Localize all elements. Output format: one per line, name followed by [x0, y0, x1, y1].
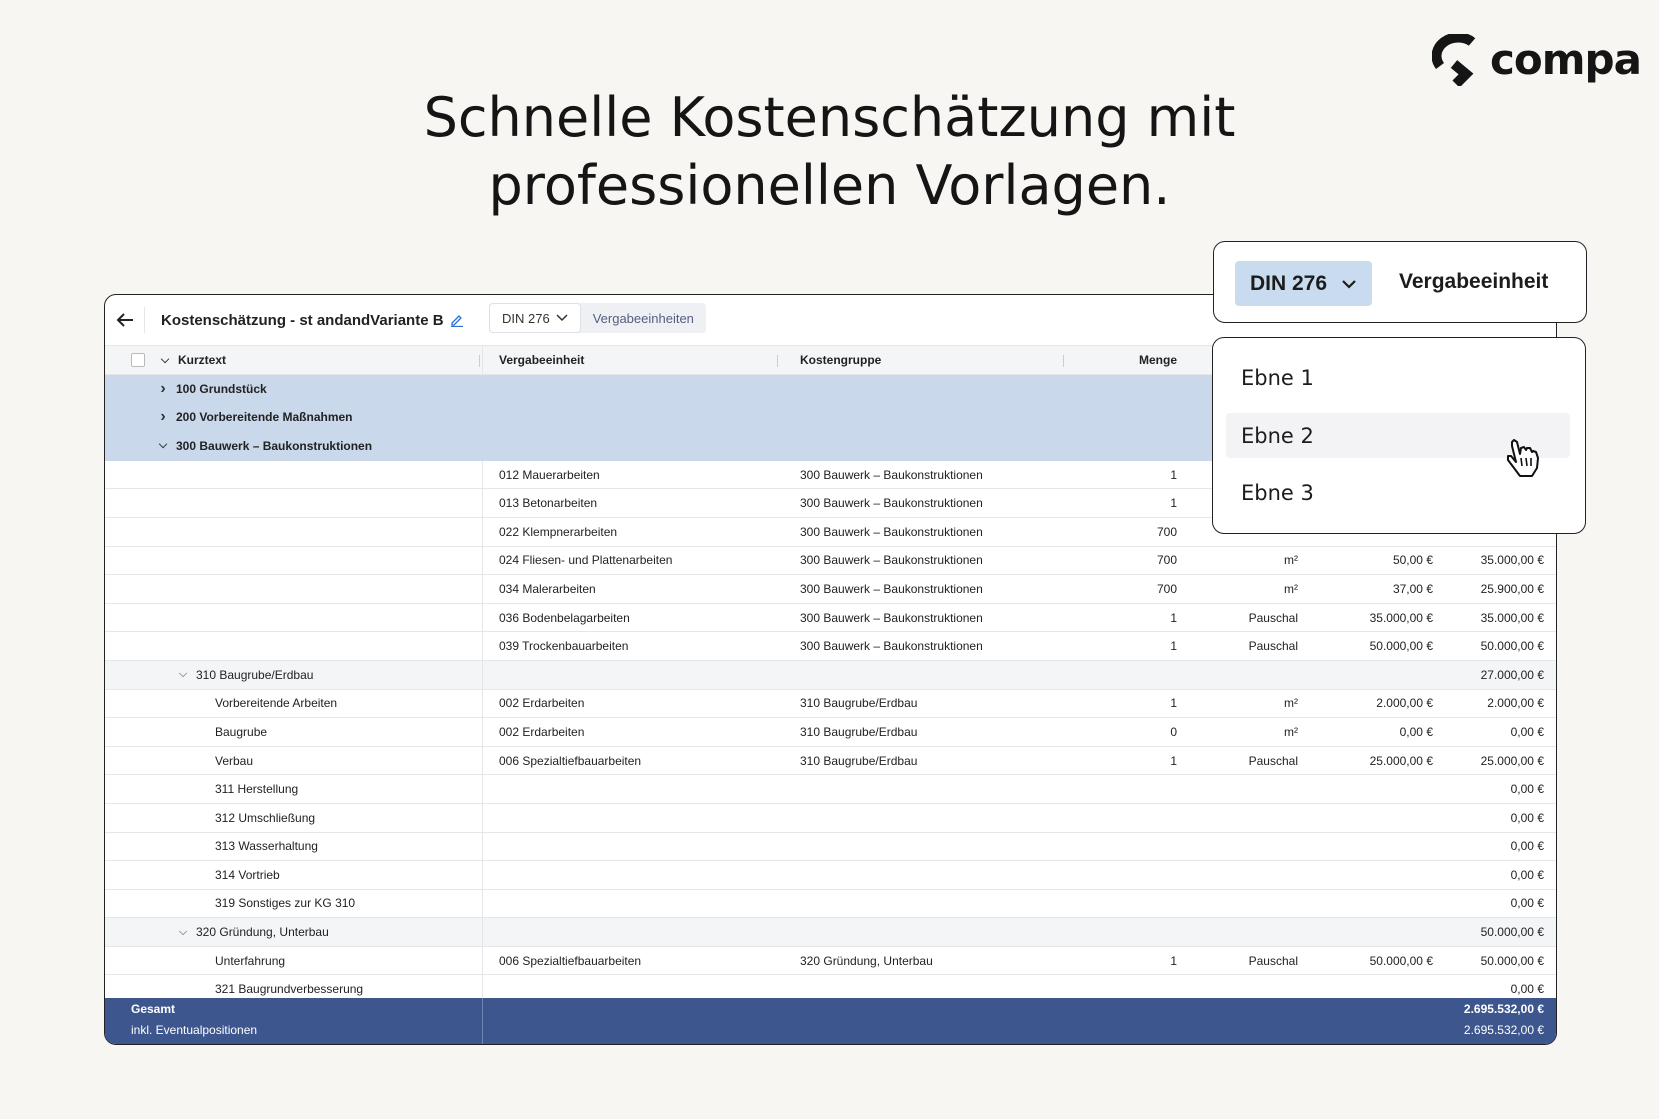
- subgroup-label: 320 Gründung, Unterbau: [196, 925, 329, 940]
- cell-einheit: [1189, 861, 1302, 889]
- cell-vergabeeinheit: [483, 861, 780, 889]
- cell-gesamtpreis: 25.000,00 €: [1480, 753, 1544, 768]
- cell-kostengruppe: [780, 861, 1066, 889]
- total-value: 2.695.532,00 €: [1463, 1001, 1544, 1016]
- cell-gesamtpreis: 25.900,00 €: [1480, 581, 1544, 596]
- hand-cursor-icon: [1504, 436, 1542, 478]
- cell-vergabeeinheit: [483, 833, 780, 861]
- cell-einheit: m²: [1284, 581, 1298, 596]
- cell-menge: 1: [1170, 467, 1177, 482]
- cell-kurztext: [105, 547, 483, 575]
- header-kostengruppe[interactable]: [780, 346, 1066, 374]
- cell-kostengruppe: 300 Bauwerk – Baukonstruktionen: [800, 524, 983, 539]
- menu-item-ebne-3[interactable]: Ebne 3: [1241, 480, 1314, 505]
- cell-gesamtpreis: 35.000,00 €: [1480, 553, 1544, 568]
- cell-menge: 1: [1170, 753, 1177, 768]
- chevron-right-icon[interactable]: ›: [160, 379, 166, 397]
- cell-gesamtpreis: 0,00 €: [1510, 724, 1544, 739]
- cell-gesamtpreis: 0,00 €: [1510, 810, 1544, 825]
- cell-einheit: [1189, 890, 1302, 918]
- headline-line-1: Schnelle Kostenschätzung mit: [423, 86, 1236, 149]
- cell-kostengruppe: [780, 890, 1066, 918]
- contingency-value: 2.695.532,00 €: [1463, 1022, 1544, 1037]
- cell-einheit: m²: [1284, 724, 1298, 739]
- cell-einheit: Pauschal: [1248, 639, 1298, 654]
- vergabeeinheit-option[interactable]: Vergabeeinheit: [1399, 270, 1549, 293]
- header-kurztext-label: Kurztext: [178, 353, 227, 367]
- cell-menge: 1: [1170, 696, 1177, 711]
- contingency-label: inkl. Eventualpositionen: [131, 1022, 258, 1037]
- cell-gesamtpreis: 50.000,00 €: [1480, 953, 1544, 968]
- cell-kurztext: 319 Sonstiges zur KG 310: [105, 890, 483, 918]
- cell-einheit: [1189, 804, 1302, 832]
- cell-vergabeeinheit: 006 Spezialtiefbauarbeiten: [499, 753, 642, 768]
- cell-kurztext: 313 Wasserhaltung: [105, 833, 483, 861]
- cell-gesamtpreis: 0,00 €: [1510, 867, 1544, 882]
- cell-vergabeeinheit: 024 Fliesen- und Plattenarbeiten: [499, 553, 673, 568]
- chevron-down-icon[interactable]: ⌵: [160, 353, 170, 366]
- cell-kostengruppe: 300 Bauwerk – Baukonstruktionen: [800, 467, 983, 482]
- cell-kurztext: [105, 489, 483, 517]
- header-kostengruppe-label: Kostengruppe: [800, 353, 882, 367]
- document-title: Kostenschätzung - st andandVariante B: [161, 311, 444, 329]
- cell-gesamtpreis: 35.000,00 €: [1480, 610, 1544, 625]
- din-276-label: DIN 276: [1249, 271, 1328, 295]
- cell-kurztext: Baugrube: [105, 718, 483, 746]
- cell-menge: 700: [1156, 553, 1177, 568]
- cell-vergabeeinheit: [483, 775, 780, 803]
- cell-menge: 1: [1170, 610, 1177, 625]
- cell-einheitspreis: 2.000,00 €: [1376, 696, 1433, 711]
- cell-gesamtpreis: 0,00 €: [1510, 839, 1544, 854]
- table-row[interactable]: [105, 775, 1557, 804]
- cell-kostengruppe: 320 Gründung, Unterbau: [800, 953, 933, 968]
- group-cell: [105, 404, 483, 432]
- table-row[interactable]: [105, 632, 1557, 661]
- edit-pencil-icon[interactable]: [450, 313, 464, 327]
- din-276-dropdown-button[interactable]: [1235, 261, 1372, 306]
- cell-kostengruppe: 300 Bauwerk – Baukonstruktionen: [800, 639, 983, 654]
- cell-kurztext: [105, 518, 483, 546]
- cell-gesamtpreis: 2.000,00 €: [1487, 696, 1544, 711]
- group-label: 200 Vorbereitende Maßnahmen: [176, 410, 353, 425]
- header-menge-label: Menge: [1138, 353, 1177, 367]
- table-row[interactable]: [105, 604, 1557, 633]
- table-row[interactable]: [105, 804, 1557, 833]
- compa-logo-mark-icon: [1432, 34, 1482, 86]
- cell-vergabeeinheit: 013 Betonarbeiten: [499, 496, 598, 511]
- cell-gesamtpreis: 50.000,00 €: [1480, 639, 1544, 654]
- header-kurztext[interactable]: [105, 346, 483, 374]
- arrow-left-icon: [116, 312, 134, 328]
- table-row[interactable]: [105, 690, 1557, 719]
- chevron-down-icon[interactable]: ⌵: [178, 925, 188, 938]
- cell-kostengruppe: 310 Baugrube/Erdbau: [800, 724, 918, 739]
- cell-menge: 1: [1170, 496, 1177, 511]
- cell-kostengruppe: 300 Bauwerk – Baukonstruktionen: [800, 553, 983, 568]
- cell-menge: 700: [1156, 581, 1177, 596]
- table-row[interactable]: [105, 547, 1557, 576]
- cell-kostengruppe: [780, 804, 1066, 832]
- cell-menge: [1066, 833, 1189, 861]
- cell-einheitspreis: [1302, 833, 1437, 861]
- cell-menge: [1066, 861, 1189, 889]
- cell-kurztext: [105, 461, 483, 489]
- headline-line-2: professionellen Vorlagen.: [488, 154, 1171, 217]
- cell-vergabeeinheit: 039 Trockenbauarbeiten: [499, 639, 629, 654]
- cell-gesamtpreis: 0,00 €: [1510, 782, 1544, 797]
- cell-einheitspreis: 50.000,00 €: [1369, 953, 1433, 968]
- menu-item-ebne-1[interactable]: Ebne 1: [1241, 365, 1314, 390]
- cell-vergabeeinheit: [483, 804, 780, 832]
- compa-logo: [1432, 34, 1641, 86]
- cell-vergabeeinheit: 002 Erdarbeiten: [499, 724, 585, 739]
- cell-einheit: [1189, 833, 1302, 861]
- table-row[interactable]: [105, 833, 1557, 862]
- cell-kurztext: [105, 632, 483, 660]
- cell-menge: 1: [1170, 953, 1177, 968]
- chevron-down-icon[interactable]: ⌵: [158, 439, 168, 452]
- group-label: 300 Bauwerk – Baukonstruktionen: [176, 438, 373, 453]
- cell-menge: [1066, 775, 1189, 803]
- chevron-down-icon: [556, 314, 568, 322]
- cell-kurztext: Unterfahrung: [105, 947, 483, 975]
- cell-kurztext: [105, 604, 483, 632]
- cell-einheit: [1189, 775, 1302, 803]
- table-row[interactable]: [105, 747, 1557, 776]
- header-menge[interactable]: [1066, 346, 1189, 374]
- cell-kostengruppe: [780, 775, 1066, 803]
- cell-einheitspreis: 35.000,00 €: [1369, 610, 1433, 625]
- select-all-checkbox-icon[interactable]: [131, 353, 145, 367]
- cell-einheit: Pauschal: [1248, 610, 1298, 625]
- tab-din-276-label: DIN 276: [502, 310, 550, 326]
- cell-kostengruppe: 300 Bauwerk – Baukonstruktionen: [800, 581, 983, 596]
- cell-kostengruppe: 300 Bauwerk – Baukonstruktionen: [800, 610, 983, 625]
- cell-gesamtpreis: 0,00 €: [1510, 982, 1544, 997]
- subgroup-row-310[interactable]: [105, 661, 1557, 690]
- cell-kostengruppe: 300 Bauwerk – Baukonstruktionen: [800, 496, 983, 511]
- chevron-down-icon: [1341, 279, 1357, 289]
- group-cell: [105, 432, 483, 460]
- cell-vergabeeinheit: [483, 890, 780, 918]
- cell-menge: [1066, 804, 1189, 832]
- subgroup-label: 310 Baugrube/Erdbau: [196, 667, 314, 682]
- cell-menge: 0: [1170, 724, 1177, 739]
- cell-kurztext: [105, 575, 483, 603]
- cell-kurztext: Vorbereitende Arbeiten: [105, 690, 483, 718]
- cell-kurztext: 312 Umschließung: [105, 804, 483, 832]
- cell-vergabeeinheit: 006 Spezialtiefbauarbeiten: [499, 953, 642, 968]
- cell-kurztext: 311 Herstellung: [105, 775, 483, 803]
- cell-einheit: m²: [1284, 696, 1298, 711]
- cell-einheitspreis: 0,00 €: [1399, 724, 1433, 739]
- menu-item-ebne-2[interactable]: Ebne 2: [1226, 413, 1570, 458]
- group-cell: [105, 375, 483, 403]
- cell-vergabeeinheit: 034 Malerarbeiten: [499, 581, 596, 596]
- cell-einheit: Pauschal: [1248, 953, 1298, 968]
- table-row[interactable]: [105, 575, 1557, 604]
- cell-kostengruppe: 310 Baugrube/Erdbau: [800, 753, 918, 768]
- cell-vergabeeinheit: 002 Erdarbeiten: [499, 696, 585, 711]
- cell-kurztext: 314 Vortrieb: [105, 861, 483, 889]
- subgroup-total: 50.000,00 €: [1480, 925, 1544, 940]
- cell-kurztext: Verbau: [105, 747, 483, 775]
- cell-menge: 700: [1156, 524, 1177, 539]
- cell-einheitspreis: 25.000,00 €: [1369, 753, 1433, 768]
- table-row[interactable]: [105, 718, 1557, 747]
- cell-kostengruppe: [780, 833, 1066, 861]
- cell-menge: 1: [1170, 639, 1177, 654]
- cell-einheitspreis: 50,00 €: [1392, 553, 1433, 568]
- back-button[interactable]: [105, 307, 145, 333]
- tab-din-276[interactable]: [489, 303, 581, 333]
- cell-vergabeeinheit: 022 Klempnerarbeiten: [499, 524, 618, 539]
- cell-einheitspreis: 37,00 €: [1392, 581, 1433, 596]
- subgroup-total: 27.000,00 €: [1480, 667, 1544, 682]
- total-label: Gesamt: [131, 1001, 176, 1016]
- view-tabs: [489, 303, 706, 333]
- compa-logo-text: compa: [1490, 35, 1641, 84]
- view-switch-popover: [1213, 241, 1587, 323]
- cell-menge: [1066, 890, 1189, 918]
- cell-einheitspreis: [1302, 890, 1437, 918]
- cell-einheitspreis: [1302, 804, 1437, 832]
- chevron-down-icon[interactable]: ⌵: [178, 668, 188, 681]
- cell-einheitspreis: 50.000,00 €: [1369, 639, 1433, 654]
- cell-kostengruppe: 310 Baugrube/Erdbau: [800, 696, 918, 711]
- header-vergabeeinheit-label: Vergabeeinheit: [499, 353, 585, 367]
- cell-kurztext: 321 Baugrundverbesserung: [105, 975, 483, 1003]
- header-vergabeeinheit[interactable]: [483, 346, 780, 374]
- cell-vergabeeinheit: 012 Mauerarbeiten: [499, 467, 600, 482]
- group-label: 100 Grundstück: [176, 381, 267, 396]
- headline: [0, 84, 1659, 220]
- cell-einheitspreis: [1302, 861, 1437, 889]
- cell-einheit: m²: [1284, 553, 1298, 568]
- table-row[interactable]: [105, 861, 1557, 890]
- cell-gesamtpreis: 0,00 €: [1510, 896, 1544, 911]
- cell-vergabeeinheit: 036 Bodenbelagarbeiten: [499, 610, 630, 625]
- table-row[interactable]: [105, 947, 1557, 976]
- table-row[interactable]: [105, 890, 1557, 919]
- cell-einheitspreis: [1302, 775, 1437, 803]
- cell-einheit: Pauschal: [1248, 753, 1298, 768]
- subgroup-row-320[interactable]: [105, 918, 1557, 947]
- totals-footer: [105, 998, 1557, 1045]
- tab-vergabeeinheiten[interactable]: Vergabeeinheiten: [592, 310, 694, 326]
- chevron-right-icon[interactable]: ›: [160, 408, 166, 426]
